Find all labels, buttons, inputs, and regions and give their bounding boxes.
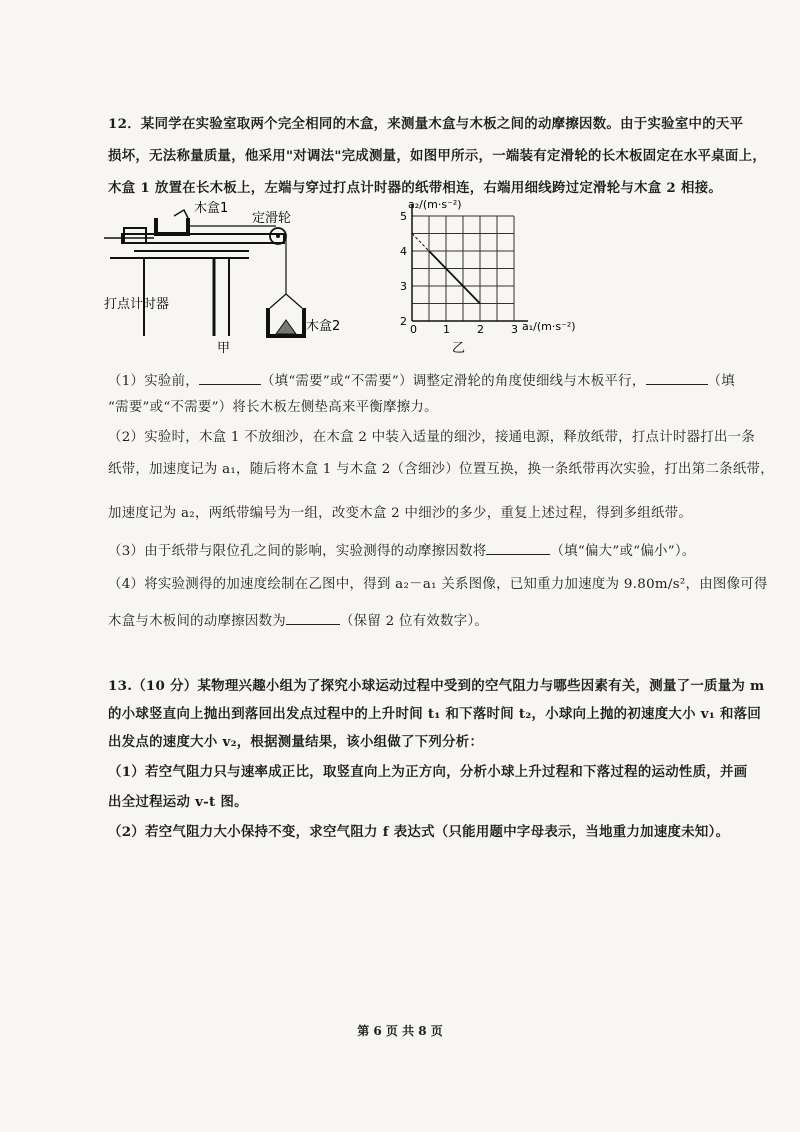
label-pulley: 定滑轮 [252, 211, 292, 226]
q12-line1: 12．某同学在实验室取两个完全相同的木盒，来测量木盒与木板之间的动摩擦因数。由于实验室中的天平 [108, 116, 744, 132]
q12-line2: 损坏，无法称量质量，他采用"对调法"完成测量，如图甲所示，一端装有定滑轮的长木板固定在水平桌面上， [108, 148, 767, 164]
series-line-extrapolated [412, 234, 429, 252]
q12-p2-line3: 加速度记为 a₂，两纸带编号为一组，改变木盒 2 中细沙的多少，重复上述过程，得到多组纸带。 [108, 506, 693, 521]
pulley-axle [276, 234, 280, 238]
page-number: 第 6 页 共 8 页 [357, 1024, 443, 1038]
q12-p1-line1: （1）实验前， （填“需要”或“不需要”）调整定滑轮的角度使细线与木板平行， （填 [108, 370, 744, 392]
q12-p4-line1: （4）将实验测得的加速度绘制在乙图中，得到 a₂－a₁ 关系图像，已知重力加速度为 9.80m/s²，由图像可得 [108, 577, 768, 592]
chart-grid [412, 216, 514, 321]
q13-line1: 13.（10 分）某物理兴趣小组为了探究小球运动过程中受到的空气阻力与哪些因素有关，测量了一质量为 m [108, 678, 765, 694]
q12-p2-line2: 纸带，加速度记为 a₁，随后将木盒 1 与木盒 2（含细沙）位置互换，换一条纸带再次实验，打出第二条纸带， [108, 462, 774, 477]
q13-p1-line2: 出全过程运动 v-t 图。 [108, 794, 248, 810]
x-tick-label: 2 [477, 323, 484, 336]
q12-p2-line1: （2）实验时，木盒 1 不放细沙，在木盒 2 中装入适量的细沙，接通电源，释放纸带，打点计时器打出一条 [108, 430, 756, 445]
caption-jia: 甲 [217, 341, 231, 356]
y-tick-labels [400, 210, 407, 328]
box1-shape [156, 218, 188, 234]
q12-line3: 木盒 1 放置在长木板上，左端与穿过打点计时器的纸带相连，右端用细线跨过定滑轮与木盒 2 相接。 [108, 180, 723, 196]
x-tick-labels [410, 323, 518, 336]
series-line-measured [429, 251, 480, 304]
y-tick-label: 3 [400, 280, 407, 293]
q12-p1-line2: “需要”或“不需要”）将长木板左侧垫高来平衡摩擦力。 [108, 400, 438, 415]
q13-line3: 出发点的速度大小 v₂，根据测量结果，该小组做了下列分析： [108, 734, 484, 750]
chart-ylabel: a₂/(m·s⁻²) [408, 198, 462, 211]
sand-icon [276, 320, 296, 334]
y-tick-label: 5 [400, 210, 407, 223]
q13-p1-line1: （1）若空气阻力只与速率成正比，取竖直向上为正方向，分析小球上升过程和下落过程的运动性质，并画 [108, 764, 748, 780]
y-tick-label: 4 [400, 245, 407, 258]
x-tick-label: 1 [443, 323, 450, 336]
caption-yi: 乙 [452, 341, 466, 356]
q12-p3: （3）由于纸带与限位孔之间的影响，实验测得的动摩擦因数将 （填“偏大”或“偏小”）。 [108, 540, 744, 562]
x-tick-label: 0 [410, 323, 417, 336]
q13-p2: （2）若空气阻力大小保持不变，求空气阻力 f 表达式（只能用题中字母表示，当地重力加速度未知）。 [108, 824, 730, 840]
chart-xlabel: a₁/(m·s⁻²) [522, 320, 576, 333]
blank-2[interactable] [646, 370, 708, 385]
blank-1[interactable] [199, 370, 261, 385]
x-tick-label: 3 [511, 323, 518, 336]
q12-p4-line2: 木盒与木板间的动摩擦因数为 （保留 2 位有效数字）。 [108, 610, 744, 632]
blank-3[interactable] [486, 540, 550, 555]
a2-a1-chart [366, 196, 606, 356]
y-tick-label: 2 [400, 315, 407, 328]
label-timer: 打点计时器 [104, 297, 170, 312]
box1-hook [174, 210, 188, 218]
label-box2: 木盒2 [306, 319, 341, 334]
label-box1: 木盒1 [194, 201, 229, 216]
timer-body [124, 228, 146, 243]
apparatus-figure [104, 196, 341, 356]
blank-4[interactable] [286, 610, 340, 625]
q13-line2: 的小球竖直向上抛出到落回出发点过程中的上升时间 t₁ 和下落时间 t₂，小球向上抛的初速度大小 v₁ 和落回 [108, 706, 762, 722]
hanger [270, 294, 302, 308]
